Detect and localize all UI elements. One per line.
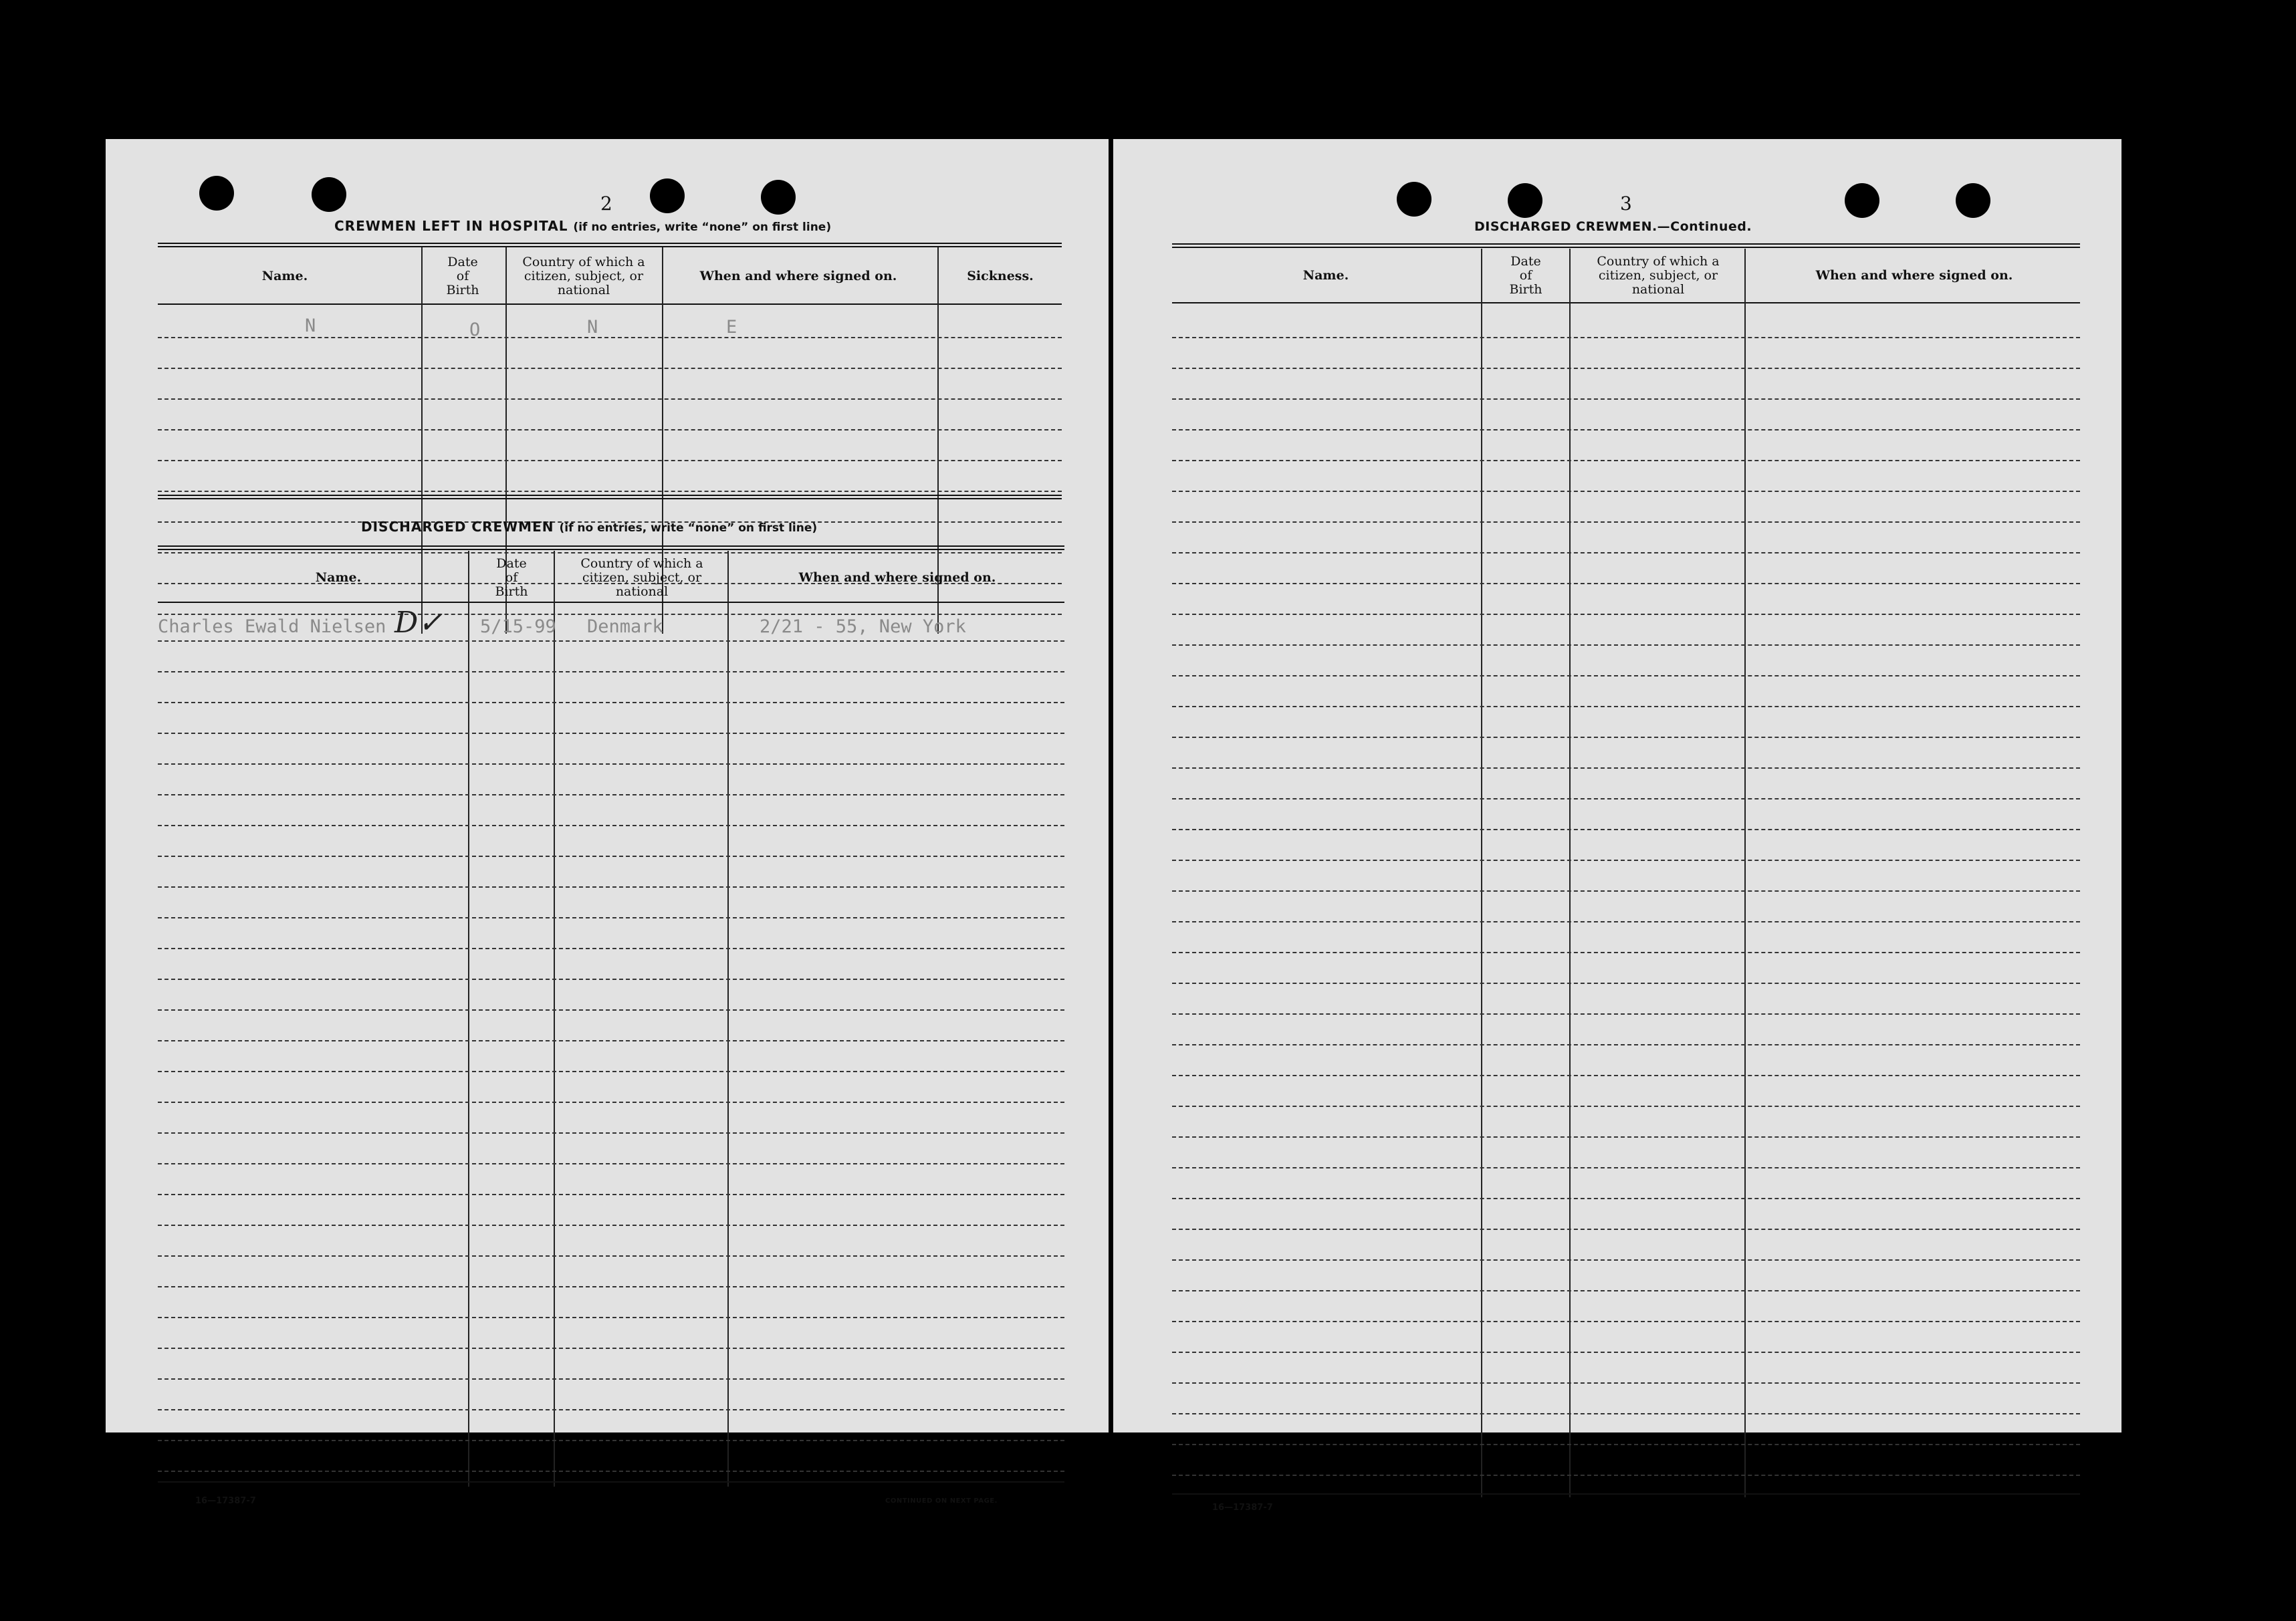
ruled-line xyxy=(1172,675,2080,676)
right-header-country xyxy=(1571,253,1746,298)
ruled-line xyxy=(158,460,1062,461)
crew-name: Charles Ewald Nielsen xyxy=(158,616,386,637)
none-letter: E xyxy=(726,317,737,338)
punch-hole xyxy=(650,178,685,213)
ruled-line xyxy=(158,1378,1064,1380)
right-top-rule xyxy=(1172,243,2080,248)
hospital-header-name: Name. xyxy=(261,268,308,283)
hospital-header-rule xyxy=(158,303,1062,305)
ruled-line xyxy=(158,794,1064,795)
hospital-top-rule xyxy=(158,243,1062,247)
continued-section-title: DISCHARGED CREWMEN.—Continued. xyxy=(1474,219,1752,234)
discharged-header-rule xyxy=(158,602,1064,603)
right-header-name: Name. xyxy=(1302,267,1349,283)
ruled-line xyxy=(158,1163,1064,1164)
ruled-line xyxy=(158,1102,1064,1103)
ruled-line xyxy=(158,1440,1064,1441)
punch-hole xyxy=(312,177,346,212)
discharged-title-text: DISCHARGED CREWMEN xyxy=(361,519,554,535)
ruled-line xyxy=(1172,1106,2080,1107)
header-text: citizen, subject, or xyxy=(524,268,644,283)
ruled-line xyxy=(1172,337,2080,338)
ruled-line xyxy=(1172,368,2080,369)
ruled-line xyxy=(158,763,1064,765)
discharged-title-note: (if no entries, write “none” on first line) xyxy=(559,521,818,535)
header-text: national xyxy=(615,584,669,599)
crew-dob: 5/15-99 xyxy=(480,616,556,637)
discharged-bottom-rule xyxy=(158,1481,1064,1483)
hospital-header-sickness: Sickness. xyxy=(967,268,1034,283)
discharged-header-name: Name. xyxy=(315,570,362,585)
right-header-rule xyxy=(1172,302,2080,303)
continued-note: CONTINUED ON NEXT PAGE. xyxy=(885,1497,998,1505)
ruled-line xyxy=(1172,1444,2080,1445)
ruled-line xyxy=(1172,552,2080,553)
page-number: 3 xyxy=(1620,193,1632,215)
discharged-header-country xyxy=(555,553,729,602)
none-letter: N xyxy=(305,316,316,336)
ruled-line xyxy=(158,1009,1064,1011)
discharged-section-title xyxy=(361,519,817,535)
right-bottom-rule xyxy=(1172,1493,2080,1495)
ruled-line xyxy=(158,1132,1064,1134)
header-text: citizen, subject, or xyxy=(582,570,702,585)
ruled-line xyxy=(158,948,1064,949)
ruled-line xyxy=(1172,1044,2080,1045)
ruled-line xyxy=(158,702,1064,703)
ruled-line xyxy=(1172,521,2080,523)
ruled-line xyxy=(1172,860,2080,861)
ruled-line xyxy=(158,1255,1064,1257)
hospital-header-signed: When and where signed on. xyxy=(699,268,897,283)
ruled-line xyxy=(1172,614,2080,615)
ruled-line xyxy=(1172,1075,2080,1076)
ruled-line xyxy=(158,1071,1064,1072)
header-text: Birth xyxy=(1509,281,1542,297)
ruled-line xyxy=(1172,1382,2080,1384)
ruled-line xyxy=(158,856,1064,857)
punch-hole xyxy=(199,176,234,211)
ruled-line xyxy=(158,337,1062,338)
discharged-top-rule xyxy=(158,545,1064,550)
header-text: Country of which a xyxy=(580,555,703,571)
ruled-line xyxy=(158,429,1062,430)
crew-country: Denmark xyxy=(587,616,663,637)
ruled-line xyxy=(158,1194,1064,1195)
ruled-line xyxy=(1172,767,2080,769)
ruled-line xyxy=(158,917,1064,918)
ruled-line xyxy=(158,614,1062,615)
hospital-header-dob xyxy=(421,253,504,299)
hospital-bottom-rule xyxy=(158,495,1062,499)
ruled-line xyxy=(1172,983,2080,984)
ruled-line xyxy=(158,491,1062,492)
right-header-signed: When and where signed on. xyxy=(1815,267,2013,283)
ruled-line xyxy=(1172,1136,2080,1138)
header-text: national xyxy=(1631,281,1685,297)
right-form-page xyxy=(1113,139,2121,1513)
hospital-header-country xyxy=(507,253,661,299)
ruled-line xyxy=(1172,460,2080,461)
column-divider xyxy=(1481,249,1482,1497)
column-divider xyxy=(554,551,555,1487)
header-text: Date xyxy=(447,254,478,269)
punch-hole xyxy=(1508,183,1542,218)
crew-signed-on: 2/21 - 55, New York xyxy=(760,616,966,637)
ruled-line xyxy=(158,1471,1064,1472)
column-divider xyxy=(468,551,469,1487)
none-letter: O xyxy=(469,320,481,340)
header-text: Birth xyxy=(495,584,528,599)
header-text: of xyxy=(456,268,469,283)
ruled-line xyxy=(1172,829,2080,830)
header-text: citizen, subject, or xyxy=(1598,267,1718,283)
left-form-page xyxy=(106,139,1109,1506)
punch-hole xyxy=(1845,183,1879,218)
ruled-line xyxy=(1172,706,2080,707)
header-text: of xyxy=(505,570,518,585)
header-text: of xyxy=(1519,267,1532,283)
form-number: 16—17387-7 xyxy=(195,1496,256,1506)
hospital-section-title xyxy=(334,218,831,234)
header-text: Date xyxy=(1510,253,1541,269)
ruled-line xyxy=(1172,1321,2080,1322)
ruled-line xyxy=(1172,1259,2080,1261)
discharged-header-signed: When and where signed on. xyxy=(798,570,996,585)
ruled-line xyxy=(158,671,1064,672)
ruled-line xyxy=(158,886,1064,888)
ruled-line xyxy=(158,398,1062,400)
ruled-line xyxy=(1172,952,2080,953)
header-text: national xyxy=(557,282,610,297)
ruled-line xyxy=(1172,1167,2080,1168)
ruled-line xyxy=(1172,921,2080,922)
ruled-line xyxy=(1172,644,2080,646)
ruled-line xyxy=(1172,1198,2080,1199)
ruled-line xyxy=(158,1317,1064,1318)
hospital-title-note: (if no entries, write “none” on first line) xyxy=(573,221,832,234)
ruled-line xyxy=(1172,1475,2080,1476)
ruled-line xyxy=(1172,491,2080,492)
ruled-line xyxy=(1172,583,2080,584)
ruled-line xyxy=(1172,1413,2080,1414)
header-text: Country of which a xyxy=(1597,253,1720,269)
ruled-line xyxy=(158,1348,1064,1349)
ruled-line xyxy=(1172,798,2080,799)
ruled-line xyxy=(1172,398,2080,400)
ruled-line xyxy=(158,979,1064,980)
column-divider xyxy=(1569,249,1571,1497)
ruled-line xyxy=(158,368,1062,369)
ruled-line xyxy=(158,1040,1064,1041)
ruled-line xyxy=(1172,1290,2080,1291)
ruled-line xyxy=(1172,1352,2080,1353)
ruled-line xyxy=(1172,890,2080,892)
ruled-line xyxy=(1172,1229,2080,1230)
ruled-line xyxy=(1172,1013,2080,1015)
ruled-line xyxy=(158,640,1064,642)
right-header-dob xyxy=(1482,253,1569,298)
ruled-line xyxy=(158,1409,1064,1410)
ruled-line xyxy=(1172,429,2080,430)
ruled-line xyxy=(158,1225,1064,1226)
form-number: 16—17387-7 xyxy=(1212,1503,1273,1513)
ruled-line xyxy=(158,733,1064,734)
column-divider xyxy=(1744,249,1746,1497)
header-text: Date xyxy=(496,555,527,571)
hospital-title-text: CREWMEN LEFT IN HOSPITAL xyxy=(334,218,568,234)
ruled-line xyxy=(158,825,1064,826)
punch-hole xyxy=(1956,183,1990,218)
page-number: 2 xyxy=(600,193,612,215)
ruled-line xyxy=(1172,737,2080,738)
header-text: Birth xyxy=(446,282,479,297)
header-text: Country of which a xyxy=(522,254,645,269)
punch-hole xyxy=(1397,182,1431,217)
column-divider xyxy=(727,551,729,1487)
punch-hole xyxy=(761,180,796,215)
none-letter: N xyxy=(587,317,598,338)
ruled-line xyxy=(158,1286,1064,1287)
handwritten-mark: D✓ xyxy=(394,606,443,640)
discharged-header-dob xyxy=(469,553,554,602)
